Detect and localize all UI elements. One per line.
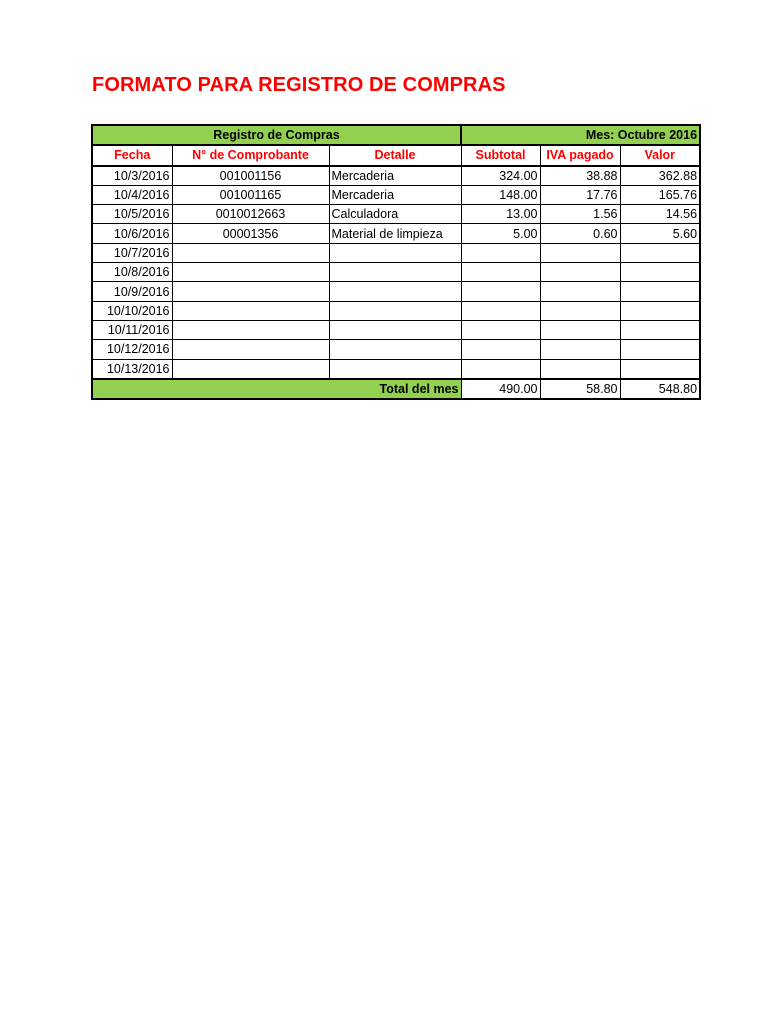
cell-valor: 165.76: [620, 185, 700, 204]
cell-iva: [540, 282, 620, 301]
cell-valor: [620, 301, 700, 320]
table-row: [92, 301, 700, 320]
cell-fecha: 10/11/2016: [92, 320, 172, 339]
cell-subtotal: 5.00: [461, 224, 540, 243]
table-row: [92, 243, 700, 262]
month-label: Mes: Octubre 2016: [461, 125, 700, 145]
cell-fecha: 10/13/2016: [92, 359, 172, 379]
cell-iva: 38.88: [540, 166, 620, 186]
cell-subtotal: [461, 340, 540, 359]
column-header-row: [92, 145, 700, 165]
cell-detalle: Mercaderia: [329, 185, 461, 204]
cell-fecha: 10/9/2016: [92, 282, 172, 301]
column-header-valor: Valor: [620, 145, 700, 165]
cell-fecha: 10/12/2016: [92, 340, 172, 359]
total-label: Total del mes: [92, 379, 461, 399]
cell-comprobante: [172, 282, 329, 301]
cell-comprobante: [172, 340, 329, 359]
cell-subtotal: 324.00: [461, 166, 540, 186]
total-row: [92, 379, 700, 399]
table-row: [92, 205, 700, 224]
cell-fecha: 10/5/2016: [92, 205, 172, 224]
cell-detalle: Calculadora: [329, 205, 461, 224]
cell-valor: [620, 359, 700, 379]
cell-valor: [620, 263, 700, 282]
cell-subtotal: 148.00: [461, 185, 540, 204]
column-header-detalle: Detalle: [329, 145, 461, 165]
table-row: [92, 340, 700, 359]
cell-iva: [540, 263, 620, 282]
register-label: Registro de Compras: [92, 125, 461, 145]
cell-comprobante: 0010012663: [172, 205, 329, 224]
cell-subtotal: [461, 320, 540, 339]
cell-comprobante: [172, 263, 329, 282]
column-header-fecha: Fecha: [92, 145, 172, 165]
cell-iva: 17.76: [540, 185, 620, 204]
cell-comprobante: [172, 320, 329, 339]
document-title: FORMATO PARA REGISTRO DE COMPRAS: [92, 74, 506, 96]
total-valor: 548.80: [620, 379, 700, 399]
table-row: [92, 263, 700, 282]
cell-iva: 0.60: [540, 224, 620, 243]
cell-comprobante: [172, 301, 329, 320]
cell-valor: [620, 340, 700, 359]
cell-comprobante: 001001165: [172, 185, 329, 204]
column-header-iva: IVA pagado: [540, 145, 620, 165]
cell-fecha: 10/8/2016: [92, 263, 172, 282]
cell-valor: 362.88: [620, 166, 700, 186]
cell-iva: 1.56: [540, 205, 620, 224]
cell-subtotal: [461, 243, 540, 262]
cell-comprobante: 001001156: [172, 166, 329, 186]
cell-comprobante: [172, 359, 329, 379]
total-iva: 58.80: [540, 379, 620, 399]
cell-detalle: [329, 301, 461, 320]
cell-iva: [540, 359, 620, 379]
cell-detalle: Material de limpieza: [329, 224, 461, 243]
cell-fecha: 10/3/2016: [92, 166, 172, 186]
cell-detalle: [329, 359, 461, 379]
table-row: [92, 166, 700, 186]
cell-comprobante: 00001356: [172, 224, 329, 243]
cell-iva: [540, 243, 620, 262]
column-header-comprobante: N° de Comprobante: [172, 145, 329, 165]
table-row: [92, 224, 700, 243]
cell-iva: [540, 301, 620, 320]
purchase-register-table: [91, 124, 701, 400]
total-subtotal: 490.00: [461, 379, 540, 399]
cell-valor: [620, 282, 700, 301]
cell-valor: [620, 243, 700, 262]
table-row: [92, 359, 700, 379]
cell-subtotal: [461, 301, 540, 320]
cell-detalle: [329, 340, 461, 359]
table-row: [92, 282, 700, 301]
cell-fecha: 10/6/2016: [92, 224, 172, 243]
cell-fecha: 10/7/2016: [92, 243, 172, 262]
cell-subtotal: [461, 263, 540, 282]
cell-subtotal: [461, 359, 540, 379]
cell-valor: 5.60: [620, 224, 700, 243]
table-banner: [92, 125, 700, 145]
column-header-subtotal: Subtotal: [461, 145, 540, 165]
cell-detalle: Mercaderia: [329, 166, 461, 186]
cell-detalle: [329, 263, 461, 282]
cell-subtotal: [461, 282, 540, 301]
cell-detalle: [329, 282, 461, 301]
cell-detalle: [329, 320, 461, 339]
table-row: [92, 185, 700, 204]
cell-iva: [540, 340, 620, 359]
cell-valor: 14.56: [620, 205, 700, 224]
cell-comprobante: [172, 243, 329, 262]
cell-valor: [620, 320, 700, 339]
cell-fecha: 10/4/2016: [92, 185, 172, 204]
cell-iva: [540, 320, 620, 339]
table-row: [92, 320, 700, 339]
cell-detalle: [329, 243, 461, 262]
cell-subtotal: 13.00: [461, 205, 540, 224]
cell-fecha: 10/10/2016: [92, 301, 172, 320]
table-body: [92, 166, 700, 379]
